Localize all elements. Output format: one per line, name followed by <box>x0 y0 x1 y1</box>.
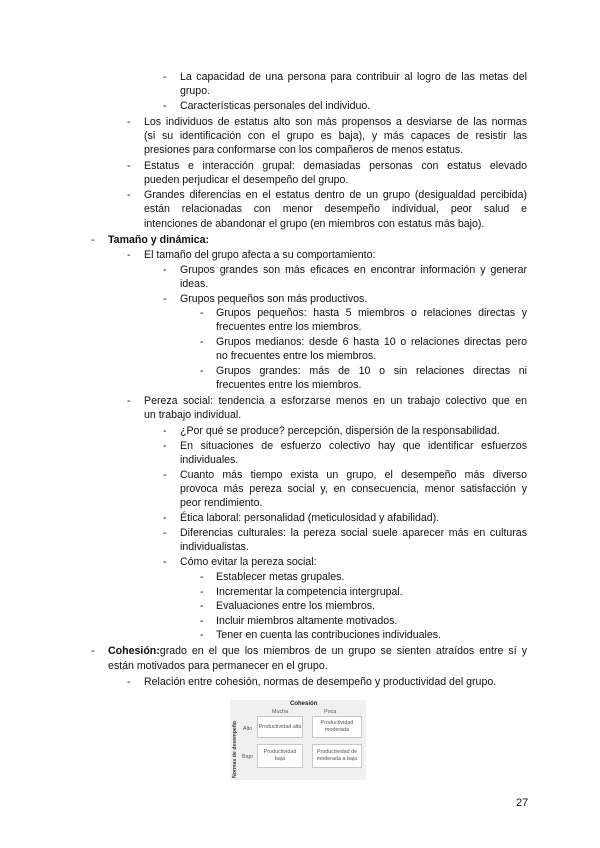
text-line: frecuentes entre los miembros. <box>216 321 362 333</box>
bullet-dash: - <box>200 307 204 319</box>
definition-text: grado en el que los miembros de un grupo se sienten atraídos entre sí y <box>159 645 527 657</box>
text-line: En situaciones de esfuerzo colectivo hay que identificar esfuerzos <box>180 440 527 452</box>
term-cohesion: Cohesión: <box>108 645 160 657</box>
text-line: no frecuentes entre los miembros. <box>216 350 377 362</box>
text-line: ¿Por qué se produce? percepción, dispersión de la responsabilidad. <box>180 425 500 437</box>
matrix-title: Cohesión <box>290 701 318 707</box>
column-label-low: Poca <box>324 709 337 715</box>
bullet-dash: - <box>127 189 131 201</box>
text-line: están relacionadas con menor desempeño individual, peor salud e <box>144 203 527 215</box>
bullet-dash: - <box>163 512 167 524</box>
text-line: están motivados para permanecer en el grupo. <box>108 660 328 672</box>
text-line: (si su identificación con el grupo es baja), y más capaces de resistir las <box>144 130 527 142</box>
text-line: Grupos grandes: más de 10 o sin relaciones directas ni <box>216 365 527 377</box>
bullet-dash: - <box>127 249 131 261</box>
bullet-dash: - <box>163 527 167 539</box>
text-line: individuales. <box>180 454 239 466</box>
text-line: Establecer metas grupales. <box>216 571 345 583</box>
text-line: Tener en cuenta las contribuciones individuales. <box>216 629 441 641</box>
text-line: Grupos pequeños: hasta 5 miembros o relaciones directas y <box>216 307 527 319</box>
bullet-dash: - <box>163 440 167 452</box>
cell-low-cohesion-high-norms: Productividad moderada <box>312 716 362 738</box>
text-line: Cuanto más tiempo exista un grupo, el desempeño más diverso <box>180 469 527 481</box>
cohesion-matrix-figure <box>230 700 366 780</box>
text-line: grupo. <box>180 85 211 97</box>
text-line: Grandes diferencias en el estatus dentro de un grupo (desigualdad percibida) <box>144 189 527 201</box>
text-line: intenciones de abandonar el grupo (en miembros con estatus más bajo). <box>144 218 485 230</box>
bullet-dash: - <box>91 234 95 246</box>
text-line: presiones para conformarse con los compañeros de menos estatus. <box>144 144 464 156</box>
bullet-dash: - <box>127 116 131 128</box>
heading-text: Tamaño y dinámica: <box>108 234 210 246</box>
text-line: Estatus e interacción grupal: demasiadas personas con estatus elevado <box>144 160 527 172</box>
text-line: ideas. <box>180 278 209 290</box>
column-label-high: Mucha <box>272 709 289 715</box>
text-line: Cómo evitar la pereza social: <box>180 556 317 568</box>
page-number: 27 <box>516 797 529 809</box>
text-line: Grupos pequeños son más productivos. <box>180 293 368 305</box>
bullet-dash: - <box>163 293 167 305</box>
section-heading <box>108 233 209 248</box>
text-line: Los individuos de estatus alto son más propensos a desviarse de las normas <box>144 116 527 128</box>
bullet-dash: - <box>200 336 204 348</box>
bullet-dash: - <box>163 71 167 83</box>
bullet-dash: - <box>200 571 204 583</box>
text-line: Evaluaciones entre los miembros. <box>216 600 375 612</box>
text-line: Grupos grandes son más eficaces en encontrar información y generar <box>180 264 527 276</box>
row-axis-label: Normas de desempeño <box>232 720 238 778</box>
text-line: Incrementar la competencia intergrupal. <box>216 586 403 598</box>
bullet-dash: - <box>200 586 204 598</box>
row-label-low: Bajo <box>242 754 253 760</box>
cell-high-cohesion-high-norms: Productividad alta <box>257 716 303 738</box>
text-line: frecuentes entre los miembros. <box>216 379 362 391</box>
bullet-dash: - <box>163 100 167 112</box>
text-line: Diferencias culturales: la pereza social suele aparecer más en culturas <box>180 527 527 539</box>
text-line: provoca más pereza social y, en consecuencia, menor satisfacción y <box>180 483 527 495</box>
text-line: Grupos medianos: desde 6 hasta 10 o relaciones directas pero <box>216 336 527 348</box>
text-line: Pereza social: tendencia a esforzarse menos en un trabajo colectivo que en <box>144 395 527 407</box>
bullet-dash: - <box>127 676 131 688</box>
bullet-dash: - <box>127 160 131 172</box>
bullet-dash: - <box>127 395 131 407</box>
bullet-dash: - <box>91 645 95 657</box>
text-line: individualistas. <box>180 541 249 553</box>
text-line: Características personales del individuo. <box>180 100 371 112</box>
bullet-dash: - <box>163 556 167 568</box>
bullet-dash: - <box>200 600 204 612</box>
text-line: El tamaño del grupo afecta a su comportamiento: <box>144 249 376 261</box>
bullet-dash: - <box>163 264 167 276</box>
bullet-dash: - <box>200 365 204 377</box>
bullet-dash: - <box>163 425 167 437</box>
cell-low-cohesion-low-norms: Productividad de moderada a baja <box>312 744 362 768</box>
row-label-high: Alto <box>243 726 253 732</box>
cell-high-cohesion-low-norms: Productividad baja <box>257 744 303 768</box>
bullet-dash: - <box>163 469 167 481</box>
text-line: Relación entre cohesión, normas de desempeño y productividad del grupo. <box>144 676 497 688</box>
text-line: Incluir miembros altamente motivados. <box>216 615 398 627</box>
text-line: pueden perjudicar el desempeño del grupo. <box>144 174 349 186</box>
bullet-dash: - <box>200 615 204 627</box>
text-line: un trabajo individual. <box>144 409 242 421</box>
text-line: La capacidad de una persona para contribuir al logro de las metas del <box>180 71 527 83</box>
text-line <box>108 644 527 659</box>
text-line: Ética laboral: personalidad (meticulosidad y afabilidad). <box>180 512 440 524</box>
text-line: peor rendimiento. <box>180 497 263 509</box>
bullet-dash: - <box>200 629 204 641</box>
